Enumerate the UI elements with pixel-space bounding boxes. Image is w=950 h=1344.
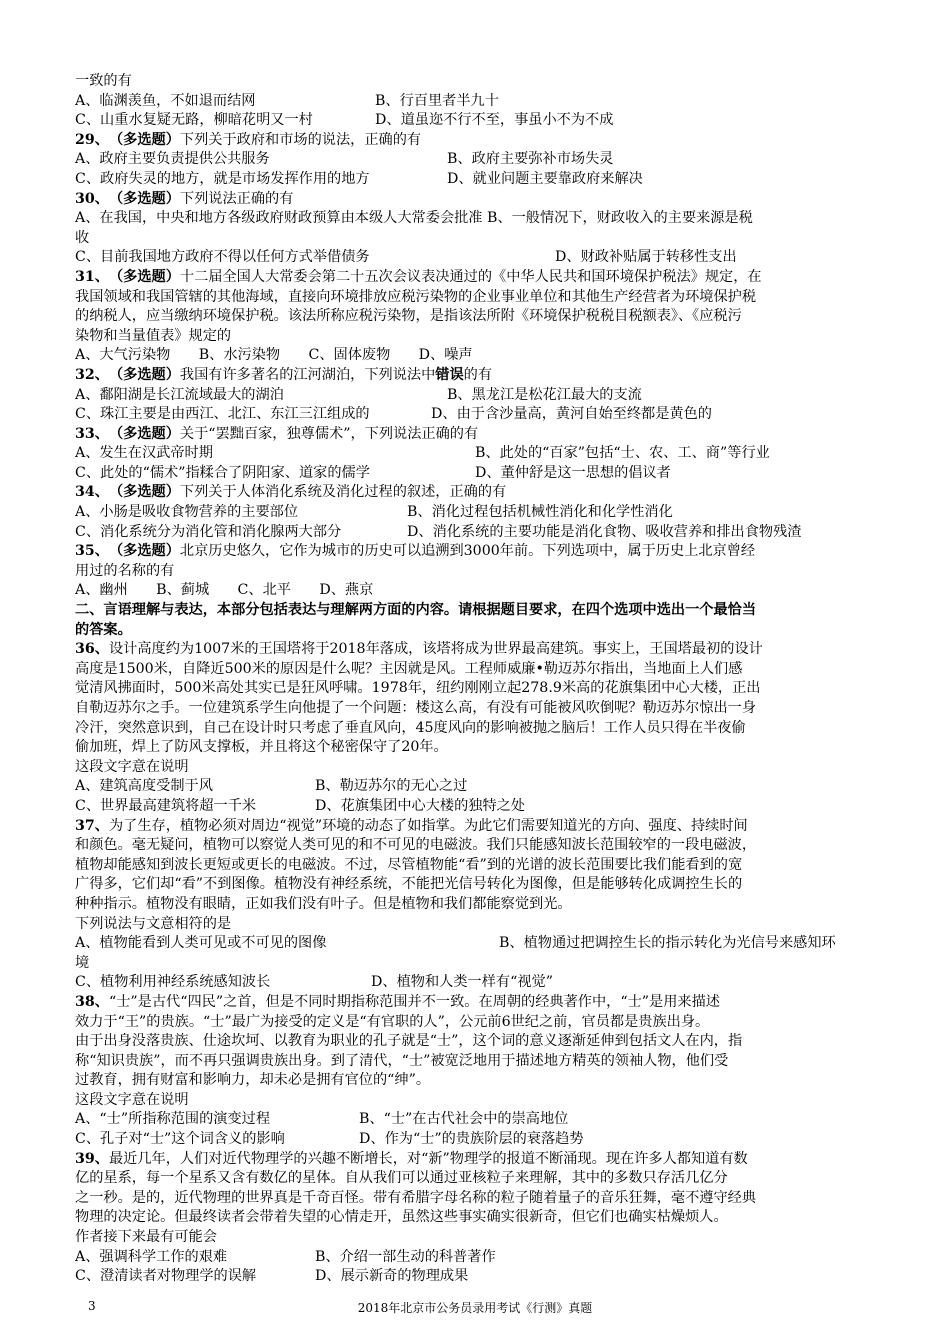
option-right: D、展示新奇的物理成果: [315, 1268, 469, 1285]
line-text: 关于“罢黜百家，独尊儒术”，下列说法正确的有: [179, 425, 479, 442]
emphasis-text: 错误: [435, 366, 464, 383]
line-text: 下列关于政府和市场的说法，正确的有: [179, 131, 422, 148]
option-right: D、花旗集团中心大楼的独特之处: [315, 797, 526, 814]
question-line: [75, 131, 883, 151]
text-line: [75, 346, 883, 366]
option-left: A、发生在汉武帝时期: [75, 445, 213, 462]
text-line: [75, 699, 883, 719]
option-line: [75, 386, 883, 406]
text-line: [75, 1189, 883, 1209]
option-left: C、孔子对“士”这个词含义的影响: [75, 1131, 285, 1148]
option-right: D、作为“士”的贵族阶层的衰落趋势: [359, 1131, 584, 1148]
text-line: [75, 719, 883, 739]
page-footer: [0, 1299, 950, 1319]
text-line: [75, 1013, 883, 1033]
line-text: 一致的有: [75, 73, 132, 89]
option-left: A、建筑高度受制于风: [75, 778, 213, 795]
text-line: [75, 1091, 883, 1111]
option-line: [75, 248, 883, 268]
text-line: [75, 581, 883, 601]
text-line: [75, 307, 883, 327]
option-left: A、政府主要负责提供公共服务: [75, 151, 270, 168]
line-text: 高度是1500米，自降近500米的原因是什么呢？主因就是风。工程师威廉•勒迈苏尔指出，当地面上人们感: [75, 660, 743, 677]
line-text: 这段文字意在说明: [75, 1091, 189, 1108]
option-left: A、临渊羡鱼，不如退而结网: [75, 92, 256, 109]
text-line: [75, 1071, 883, 1091]
option-line: [75, 1248, 883, 1268]
line-text: 之一秒。是的，近代物理的世界真是千奇百怪。带有希腊字母名称的粒子随着量子的音乐狂舞，毫不遵守经典: [75, 1189, 757, 1206]
option-right: B、此处的“百家”包括“士、农、工、商”等行业: [475, 445, 770, 462]
text-line: [75, 288, 883, 308]
option-line: [75, 1130, 883, 1150]
option-right: B、行百里者半九十: [375, 92, 499, 109]
line-text: 收: [75, 229, 90, 246]
option-line: [75, 444, 883, 464]
line-text: 作者接下来最有可能会: [75, 1229, 217, 1246]
question-type-tag: （多选题）: [108, 425, 180, 442]
option-line: [75, 523, 883, 543]
line-text: 偷加班，焊上了防风支撑板，并且将这个秘密保守了20年。: [75, 739, 448, 756]
option-left: A、强调科学工作的艰难: [75, 1248, 228, 1265]
question-number: 30、: [75, 190, 109, 207]
line-text: 亿的星系，每一个星系又含有数亿的星体。自从我们可以通过亚核粒子来理解，其中的多数只存活几亿分: [75, 1170, 728, 1187]
text-line: [75, 1032, 883, 1052]
text-line: [75, 1169, 883, 1189]
option-line: [75, 934, 883, 954]
question-line: [75, 993, 883, 1013]
text-line: [75, 1228, 883, 1248]
option-left: C、政府失灵的地方，就是市场发挥作用的地方: [75, 170, 370, 187]
question-line: [75, 483, 883, 503]
option-right: D、董仲舒是这一思想的倡议者: [475, 464, 671, 481]
option-left: C、山重水复疑无路，柳暗花明又一村: [75, 112, 313, 129]
text-line: [75, 562, 883, 582]
question-line: [75, 268, 883, 288]
question-number: 38、: [75, 993, 109, 1010]
option-line: [75, 503, 883, 523]
text-line: [75, 660, 883, 680]
option-right: B、介绍一部生动的科普著作: [315, 1248, 496, 1265]
option-right: B、植物通过把调控生长的指示转化为光信号来感知环: [499, 935, 836, 952]
option-left: A、“士”所指称范围的演变过程: [75, 1111, 271, 1128]
option-line: [75, 777, 883, 797]
line-text: 种种指示。植物没有眼睛，正如我们没有叶子。但是植物和我们都能察觉到光。: [75, 895, 572, 912]
line-text: A、大气污染物 B、水污染物 C、固体废物 D、噪声: [75, 347, 473, 364]
option-right: D、消化系统的主要功能是消化食物、吸收营养和排出食物残渣: [407, 523, 802, 540]
text-line: [75, 1208, 883, 1228]
question-type-tag: （多选题）: [108, 190, 180, 207]
section-heading: 二、言语理解与表达，本部分包括表达与理解两方面的内容。请根据题目要求，在四个选项中选出一个最恰当: [75, 602, 757, 619]
option-line: [75, 111, 883, 131]
option-left: C、珠江主要是由西江、北江、东江三江组成的: [75, 406, 370, 423]
option-right: B、消化过程包括机械性消化和化学性消化: [407, 504, 673, 521]
text-line: [75, 229, 883, 249]
option-right: B、黑龙江是松花江最大的支流: [447, 386, 642, 403]
question-number: 35、: [75, 543, 109, 560]
option-line: [75, 973, 883, 993]
option-line: [75, 170, 883, 190]
line-text: A、在我国，中央和地方各级政府财政预算由本级人大常委会批准 B、一般情况下，财政收入的主要来源是税: [75, 210, 753, 227]
question-type-tag: （多选题）: [108, 484, 180, 501]
question-line: [75, 817, 883, 837]
option-right: D、由于含沙量高，黄河自始至终都是黄色的: [431, 406, 712, 423]
option-right: D、就业问题主要靠政府来解决: [447, 170, 643, 187]
option-line: [75, 150, 883, 170]
option-line: [75, 1267, 883, 1287]
section-heading-line: [75, 621, 883, 641]
question-number: 32、: [75, 366, 109, 383]
question-line: [75, 366, 883, 386]
text-line: [75, 1052, 883, 1072]
line-text: 和颜色。毫无疑问，植物可以察觉人类可见的和不可见的电磁波。我们只能感知波长范围较窄的一段电磁波，: [75, 837, 757, 854]
line-text: 广得多，它们却“看”不到图像。植物没有神经系统，不能把光信号转化为图像，但是能够转化成调控生长的: [75, 876, 743, 893]
option-left: C、世界最高建筑将超一千米: [75, 797, 257, 814]
option-left: A、鄱阳湖是长江流域最大的湖泊: [75, 386, 284, 403]
section-heading: 的答案。: [75, 621, 132, 638]
text-line: [75, 954, 883, 974]
question-type-tag: （多选题）: [108, 543, 180, 560]
page-number: 3: [88, 1299, 96, 1313]
option-line: [75, 92, 883, 112]
option-right: B、政府主要弥补市场失灵: [447, 151, 614, 168]
line-text: 称“知识贵族”，而不再只强调贵族出身。到了清代，“士”被宽泛地用于描述地方精英的领袖人物，他们受: [75, 1052, 729, 1069]
text-line: [75, 758, 883, 778]
line-text: 的有: [463, 366, 493, 383]
question-line: [75, 640, 883, 660]
text-line: [75, 72, 883, 92]
section-heading-line: [75, 601, 883, 621]
option-left: C、澄清读者对物理学的误解: [75, 1268, 257, 1285]
option-left: C、消化系统分为消化管和消化腺两大部分: [75, 523, 342, 540]
question-number: 39、: [75, 1150, 109, 1167]
line-text: 十二届全国人大常委会第二十五次会议表决通过的《中华人民共和国环境保护税法》规定，在: [179, 268, 762, 285]
line-text: 植物却能感知到波长更短或更长的电磁波。不过，尽管植物能“看”到的光谱的波长范围要比我们能看到的宽: [75, 856, 743, 873]
line-text: 过教育，拥有财富和影响力，却未必是拥有官位的“绅”。: [75, 1072, 431, 1089]
text-line: [75, 209, 883, 229]
option-left: C、植物利用神经系统感知波长: [75, 974, 271, 991]
text-line: [75, 856, 883, 876]
line-text: 境: [75, 954, 90, 971]
line-text: 冷汗，突然意识到，自己在设计时只考虑了垂直风向，45度风向的影响被抛之脑后！工作人员只得在半夜偷: [75, 719, 746, 736]
question-number: 37、: [75, 817, 109, 834]
line-text: 这段文字意在说明: [75, 758, 189, 775]
line-text: 下列说法与文意相符的是: [75, 915, 232, 932]
question-type-tag: （多选题）: [108, 366, 180, 383]
text-line: [75, 327, 883, 347]
option-right: B、“士”在古代社会中的崇高地位: [359, 1111, 569, 1128]
line-text: 下列说法正确的有: [179, 190, 294, 207]
line-text: 效力于“王”的贵族。“士”最广为接受的定义是“有官职的人”，公元前6世纪之前，官员都是贵族出身。: [75, 1013, 710, 1030]
footer-title: 2018年北京市公务员录用考试《行测》真题: [357, 1301, 593, 1315]
option-left: A、小肠是吸收食物营养的主要部位: [75, 504, 299, 521]
line-text: 物理的决定论。但最终读者会带着失望的心情走开，虽然这些事实确实很新奇，但它们也确实枯燥烦人。: [75, 1209, 728, 1226]
text-line: [75, 836, 883, 856]
question-type-tag: （多选题）: [108, 131, 180, 148]
line-text: 觉清风拂面时，500米高处其实已是狂风呼啸。1978年，纽约刚刚立起278.9米高的花旗集团中心大楼，正出: [75, 680, 761, 697]
line-text: 设计高度约为1007米的王国塔将于2018年落成，该塔将成为世界最高建筑。事实上，王国塔最初的设计: [108, 641, 763, 658]
line-text: A、幽州 B、蓟城 C、北平 D、燕京: [75, 582, 374, 599]
option-left: C、目前我国地方政府不得以任何方式举借债务: [75, 249, 370, 266]
option-line: [75, 405, 883, 425]
question-line: [75, 425, 883, 445]
option-line: [75, 464, 883, 484]
question-line: [75, 190, 883, 210]
option-left: A、植物能看到人类可见或不可见的图像: [75, 935, 327, 952]
question-type-tag: （多选题）: [108, 268, 180, 285]
line-text: 我国有许多著名的江河湖泊，下列说法中: [179, 366, 436, 383]
option-left: C、此处的“儒术”指糅合了阴阳家、道家的儒学: [75, 464, 370, 481]
option-right: B、勒迈苏尔的无心之过: [315, 778, 468, 795]
option-right: D、道虽迩不行不至，事虽小不为不成: [375, 112, 614, 129]
question-line: [75, 542, 883, 562]
text-line: [75, 915, 883, 935]
line-text: 为了生存，植物必须对周边“视觉”环境的动态了如指掌。为此它们需要知道光的方向、强度、持续时间: [108, 817, 748, 834]
line-text: 北京历史悠久，它作为城市的历史可以追溯到3000年前。下列选项中，属于历史上北京曾经: [179, 543, 756, 560]
exam-page: [75, 72, 883, 1287]
text-line: [75, 895, 883, 915]
text-line: [75, 679, 883, 699]
question-number: 36、: [75, 641, 109, 658]
line-text: “士”是古代“四民”之首，但是不同时期指称范围并不一致。在周朝的经典著作中，“士”是用来描述: [108, 993, 720, 1010]
question-number: 34、: [75, 484, 109, 501]
option-line: [75, 1110, 883, 1130]
line-text: 由于出身没落贵族、仕途坎坷、以教育为职业的孔子就是“士”，这个词的意义逐渐延伸到包括文人在内，指: [75, 1033, 743, 1050]
question-number: 29、: [75, 131, 109, 148]
option-line: [75, 797, 883, 817]
line-text: 最近几年，人们对近代物理学的兴趣不断增长，对“新”物理学的报道不断涌现。现在许多人都知道有数: [108, 1150, 748, 1167]
line-text: 自勒迈苏尔之手。一位建筑系学生向他提了一个问题：楼这么高，有没有可能被风吹倒呢？勒迈苏尔惊出一身: [75, 700, 757, 716]
text-line: [75, 875, 883, 895]
line-text: 染物和当量值表》规定的: [75, 327, 232, 344]
question-number: 33、: [75, 425, 109, 442]
line-text: 用过的名称的有: [75, 562, 175, 579]
text-line: [75, 738, 883, 758]
question-line: [75, 1150, 883, 1170]
line-text: 下列关于人体消化系统及消化过程的叙述，正确的有: [179, 484, 507, 501]
option-right: D、植物和人类一样有“视觉”: [371, 974, 553, 991]
line-text: 的纳税人，应当缴纳环境保护税。该法所称应税污染物，是指该法所附《环境保护税税目税额表》、《应税污: [75, 308, 742, 325]
option-right: D、财政补贴属于转移性支出: [555, 249, 737, 266]
question-number: 31、: [75, 268, 109, 285]
line-text: 我国领域和我国管辖的其他海域，直接向环境排放应税污染物的企业事业单位和其他生产经营者为环境保护税: [75, 288, 757, 305]
